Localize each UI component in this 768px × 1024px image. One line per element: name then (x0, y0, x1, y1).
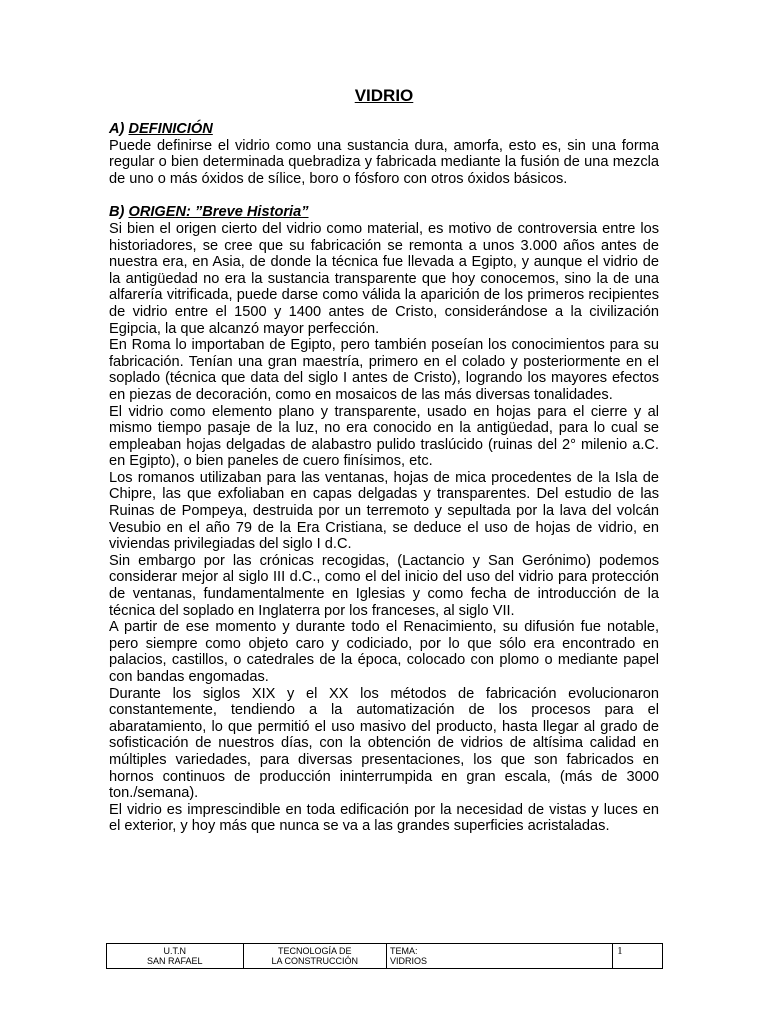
footer-institution-line2: SAN RAFAEL (146, 956, 203, 966)
section-b-heading (109, 204, 659, 221)
section-b-title: ORIGEN: ”Breve Historia” (128, 204, 309, 221)
document-title: VIDRIO (354, 86, 414, 105)
section-a-paragraph: Puede definirse el vidrio como una sustancia dura, amorfa, esto es, sin una forma regular o bien determinada quebradiza y fabricada mediante la fusión de una mezcla de uno o más óxidos de sílice, boro o fósforo con otros óxidos básicos. (109, 137, 659, 187)
footer-topic (387, 944, 613, 968)
footer-course (244, 944, 387, 968)
section-b-paragraph-5: Sin embargo por las crónicas recogidas, (Lactancio y San Gerónimo) podemos considerar mejor al siglo III d.C., como el del inicio del uso del vidrio para protección de ventanas, fundamentalmente en Iglesias y como fecha de introducción de la técnica del soplado en Inglaterra por los franceses, al siglo VII. (109, 552, 659, 619)
section-b-paragraph-6: A partir de ese momento y durante todo el Renacimiento, su difusión fue notable, pero siempre como objeto caro y codiciado, por lo que sólo era encontrado en palacios, castillos, o catedrales de la época, colocado con plomo o mediante papel con bandas engomadas. (109, 619, 659, 685)
section-a-prefix: A) (109, 121, 129, 137)
section-b-paragraph-8: El vidrio es imprescindible en toda edificación por la necesidad de vistas y luces en el exterior, y hoy más que nunca se va a las grandes superficies acristaladas. (109, 801, 659, 835)
footer-topic-value: VIDRIOS (389, 956, 427, 966)
footer-course-line1: TECNOLOGÍA DE (277, 946, 352, 956)
section-b-prefix: B) (109, 204, 129, 221)
section-b-paragraph-7: Durante los siglos XIX y el XX los métodos de fabricación evolucionaron constantemente, tendiendo a la automatización de los procesos para el abaratamiento, lo que permitió el uso masivo del producto, hasta llegar al grado de sofisticación de nuestros días, con la obtención de vidrios de altísima calidad en múltiples variedades, para diversas presentaciones, los que son fabricados en hornos continuos de producción ininterrumpida en gran escala, (más de 3000 ton./semana). (109, 685, 659, 802)
section-a-title: DEFINICIÓN (128, 121, 213, 137)
footer-institution (107, 944, 244, 968)
section-b-paragraph-1: Si bien el origen cierto del vidrio como material, es motivo de controversia entre los historiadores, se cree que su fabricación se remonta a unos 3.000 años antes de nuestra era, en Asia, de donde la técnica fue llevada a Egipto, y aunque el vidrio de la antigüedad no era la sustancia transparente que hoy conocemos, sino la de una alfarería vitrificada, puede darse como válida la aparición de los primeros recipientes de vidrio entre el 1500 y 1400 antes de Cristo, considerándose a la civilización Egipcia, la que alcanzó mayor perfección. (109, 220, 659, 337)
footer-page-number: 1 (617, 945, 623, 957)
document-body (109, 121, 659, 835)
section-b-paragraph-3: El vidrio como elemento plano y transparente, usado en hojas para el cierre y al mismo tiempo pasaje de la luz, no era conocido en la antigüedad, para lo cual se empleaban hojas delgadas de alabastro pulido traslúcido (ruinas del 2° milenio a.C. en Egipto), o bien paneles de cuero finísimos, etc. (109, 403, 659, 470)
section-a-heading (109, 121, 659, 138)
footer-table (106, 943, 663, 969)
section-b-paragraph-4: Los romanos utilizaban para las ventanas, hojas de mica procedentes de la Isla de Chipre, las que exfoliaban en capas delgadas y transparentes. Del estudio de las Ruinas de Pompeya, destruida por un terremoto y sepultada por la lava del volcán Vesubio en el año 79 de la Era Cristiana, se deduce el uso de hojas de vidrio, en viviendas privilegiadas del siglo I d.C. (109, 469, 659, 553)
section-b-paragraph-2: En Roma lo importaban de Egipto, pero también poseían los conocimientos para su fabricación. Tenían una gran maestría, primero en el colado y posteriormente en el soplado (técnica que data del siglo I antes de Cristo), logrando los mayores efectos en piezas de decoración, como en mosaicos de las más diversas tonalidades. (109, 337, 659, 403)
footer-course-line2: LA CONSTRUCCIÓN (271, 956, 358, 966)
footer-institution-line1: U.T.N (163, 946, 186, 956)
footer-topic-label: TEMA: (389, 946, 418, 956)
